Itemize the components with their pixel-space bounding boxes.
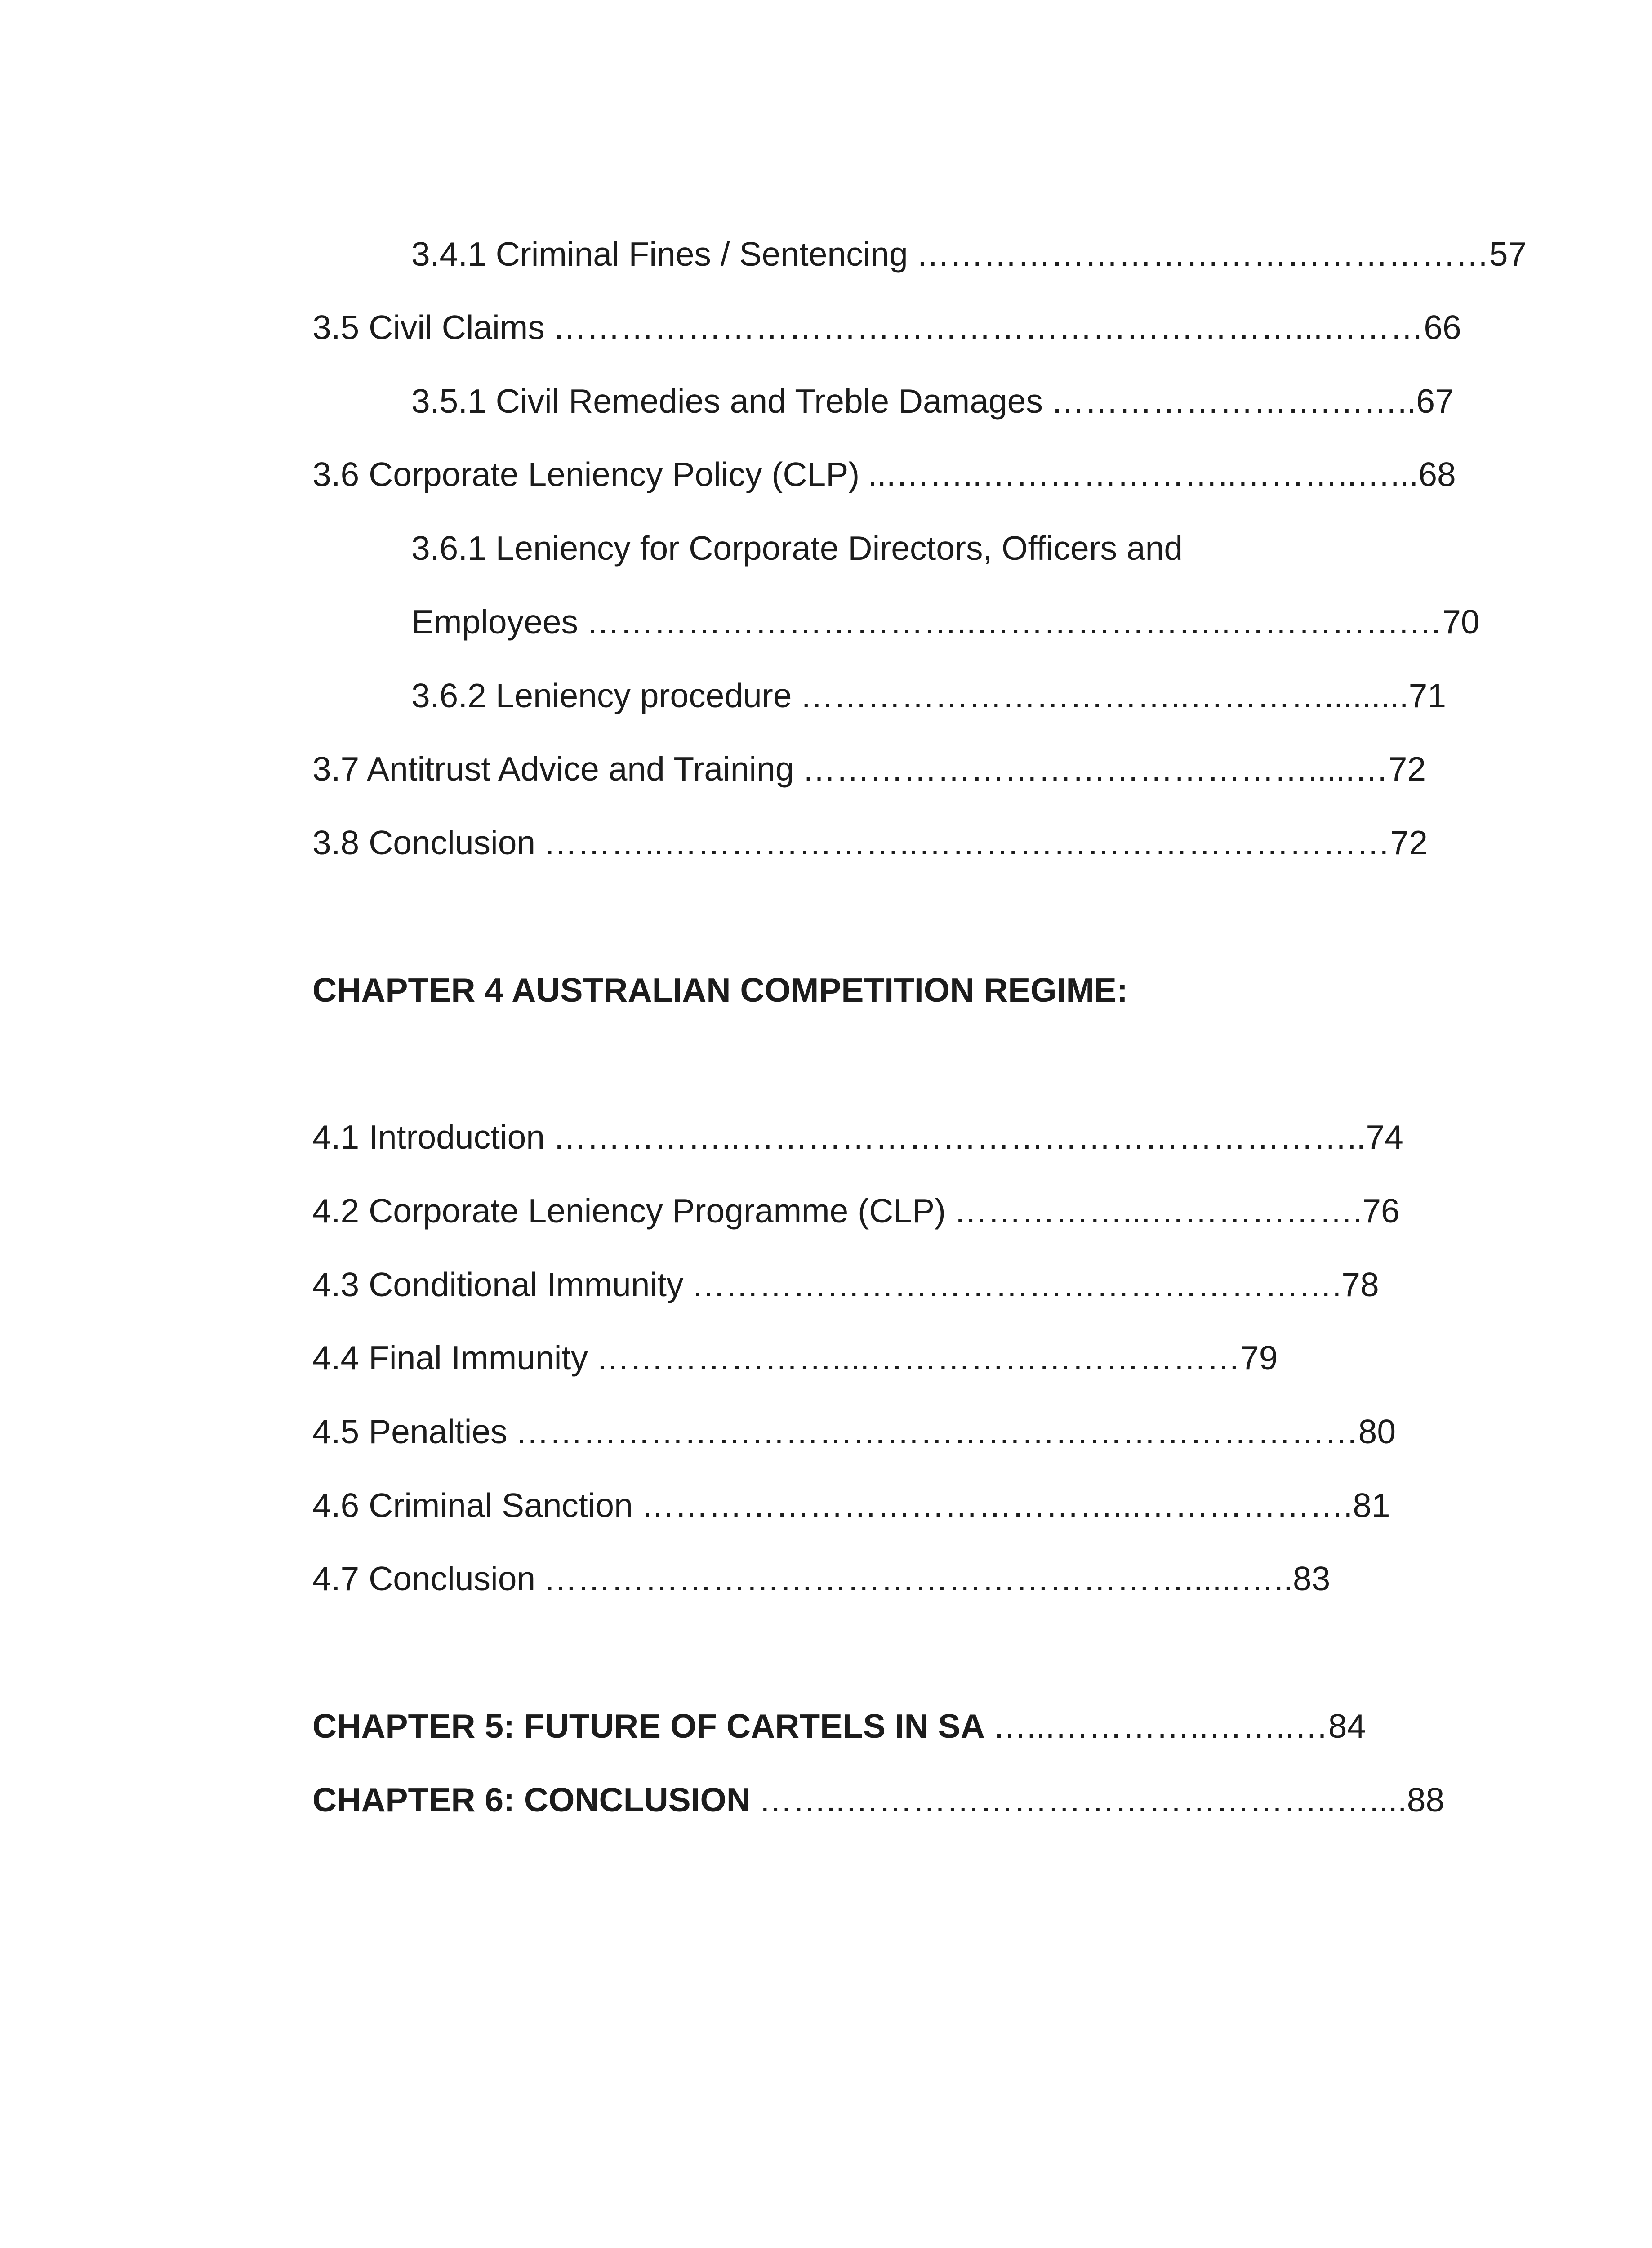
toc-entry-title: Employees	[411, 603, 579, 641]
toc-entry-3-5[interactable]	[312, 307, 1461, 348]
toc-leader-dots: ………..…………………..……………………………………	[543, 824, 1390, 861]
toc-entry-title: 3.5.1 Civil Remedies and Treble Damages	[411, 382, 1043, 420]
toc-entry-title: CHAPTER 6: CONCLUSION	[312, 1781, 751, 1819]
toc-leader-dots: …………………………………………………………………	[515, 1413, 1358, 1450]
toc-leader-dots: ……………………………………………	[916, 235, 1489, 273]
toc-entry-title: 4.4 Final Immunity	[312, 1339, 588, 1377]
toc-entry-title: 4.7 Conclusion	[312, 1560, 536, 1597]
toc-entry-title: 3.8 Conclusion	[312, 824, 536, 861]
toc-page-number: 74	[1366, 1118, 1403, 1156]
toc-entry-title: 3.6.2 Leniency procedure	[411, 677, 792, 714]
chapter-4-heading: CHAPTER 4 AUSTRALIAN COMPETITION REGIME:	[312, 971, 1128, 1009]
toc-entry-3-6-1[interactable]	[411, 528, 1441, 568]
toc-leader-dots: …………………….……..	[1051, 382, 1416, 420]
toc-entry-4-3[interactable]	[312, 1264, 1438, 1305]
toc-leader-dots: ……………...……………….	[953, 1192, 1363, 1230]
toc-entry-title: 4.5 Penalties	[312, 1413, 508, 1450]
toc-leader-dots: …………………....……………………………	[596, 1339, 1241, 1377]
toc-page-number: 72	[1388, 750, 1426, 788]
toc-page-number: 67	[1416, 382, 1454, 420]
toc-entry-title: CHAPTER 5: FUTURE OF CARTELS IN SA	[312, 1707, 985, 1745]
toc-entry-title: 3.5 Civil Claims	[312, 308, 545, 346]
toc-page-number: 78	[1341, 1266, 1379, 1303]
toc-entry-3-6-2[interactable]	[411, 675, 1447, 716]
toc-page-number: 66	[1424, 308, 1461, 346]
toc-leader-dots: ………………………………………………….	[691, 1266, 1342, 1303]
toc-page-number: 71	[1408, 677, 1447, 714]
toc-page-number: 57	[1489, 235, 1527, 273]
toc-entry-title: 4.6 Criminal Sanction	[312, 1486, 633, 1524]
toc-entry-4-6[interactable]	[312, 1485, 1441, 1525]
toc-leader-dots: ……………..………………………………………………..	[553, 1118, 1366, 1156]
toc-entry-4-5[interactable]	[312, 1411, 1443, 1452]
toc-page-number: 72	[1390, 824, 1428, 861]
toc-entry-chapter-6[interactable]	[312, 1780, 1445, 1820]
toc-entry-title: 3.6 Corporate Leniency Policy (CLP)	[312, 455, 860, 493]
toc-entry-3-8[interactable]	[312, 822, 1436, 863]
toc-entry-chapter-5[interactable]	[312, 1706, 1438, 1746]
toc-leader-dots: ……………………………..………….........	[800, 677, 1409, 714]
toc-entry-4-1[interactable]	[312, 1117, 1441, 1157]
toc-page-number: 70	[1442, 603, 1480, 641]
toc-entry-4-4[interactable]	[312, 1338, 1441, 1378]
toc-entry-title: 4.1 Introduction	[312, 1118, 545, 1156]
toc-entry-3-6-1-cont[interactable]	[411, 602, 1480, 642]
toc-page-number: 81	[1353, 1486, 1390, 1524]
toc-page-number: 76	[1362, 1192, 1400, 1230]
toc-page-number: 80	[1358, 1413, 1396, 1450]
toc-page-number: 84	[1328, 1707, 1366, 1745]
toc-page-number: 83	[1292, 1560, 1331, 1597]
toc-entry-3-6[interactable]	[312, 454, 1456, 495]
toc-leader-dots: …………………………………………………………...………	[552, 308, 1424, 346]
toc-leader-dots: ……………………………………….....…	[802, 750, 1389, 788]
toc-leader-dots: ……………………………..…………………..…………….…	[586, 603, 1443, 641]
toc-entry-title: 3.7 Antitrust Advice and Training	[312, 750, 794, 788]
toc-entry-3-5-1[interactable]	[411, 381, 1454, 421]
toc-entry-3-4-1[interactable]	[411, 234, 1527, 274]
toc-leader-dots: …………………………………………………......…..	[543, 1560, 1293, 1597]
toc-page-number: 68	[1418, 455, 1456, 493]
toc-leader-dots: ……..……………………………………..…....	[759, 1781, 1407, 1819]
toc-entry-3-7[interactable]	[312, 749, 1441, 789]
toc-entry-title: 3.6.1 Leniency for Corporate Directors, Officers and	[411, 529, 1183, 567]
toc-leader-dots: …...…………..……..…	[993, 1707, 1328, 1745]
toc-entry-title: 4.2 Corporate Leniency Programme (CLP)	[312, 1192, 946, 1230]
toc-entry-4-7[interactable]	[312, 1558, 1441, 1599]
toc-page-number: 79	[1240, 1339, 1278, 1377]
toc-leader-dots: ...……..…………………..………..…...	[868, 455, 1419, 493]
toc-entry-title: 3.4.1 Criminal Fines / Sentencing	[411, 235, 908, 273]
toc-leader-dots: ……………………………………...……………….	[641, 1486, 1353, 1524]
toc-entry-4-2[interactable]	[312, 1191, 1441, 1231]
toc-entry-title: 4.3 Conditional Immunity	[312, 1266, 684, 1303]
toc-page-number: 88	[1407, 1781, 1445, 1819]
